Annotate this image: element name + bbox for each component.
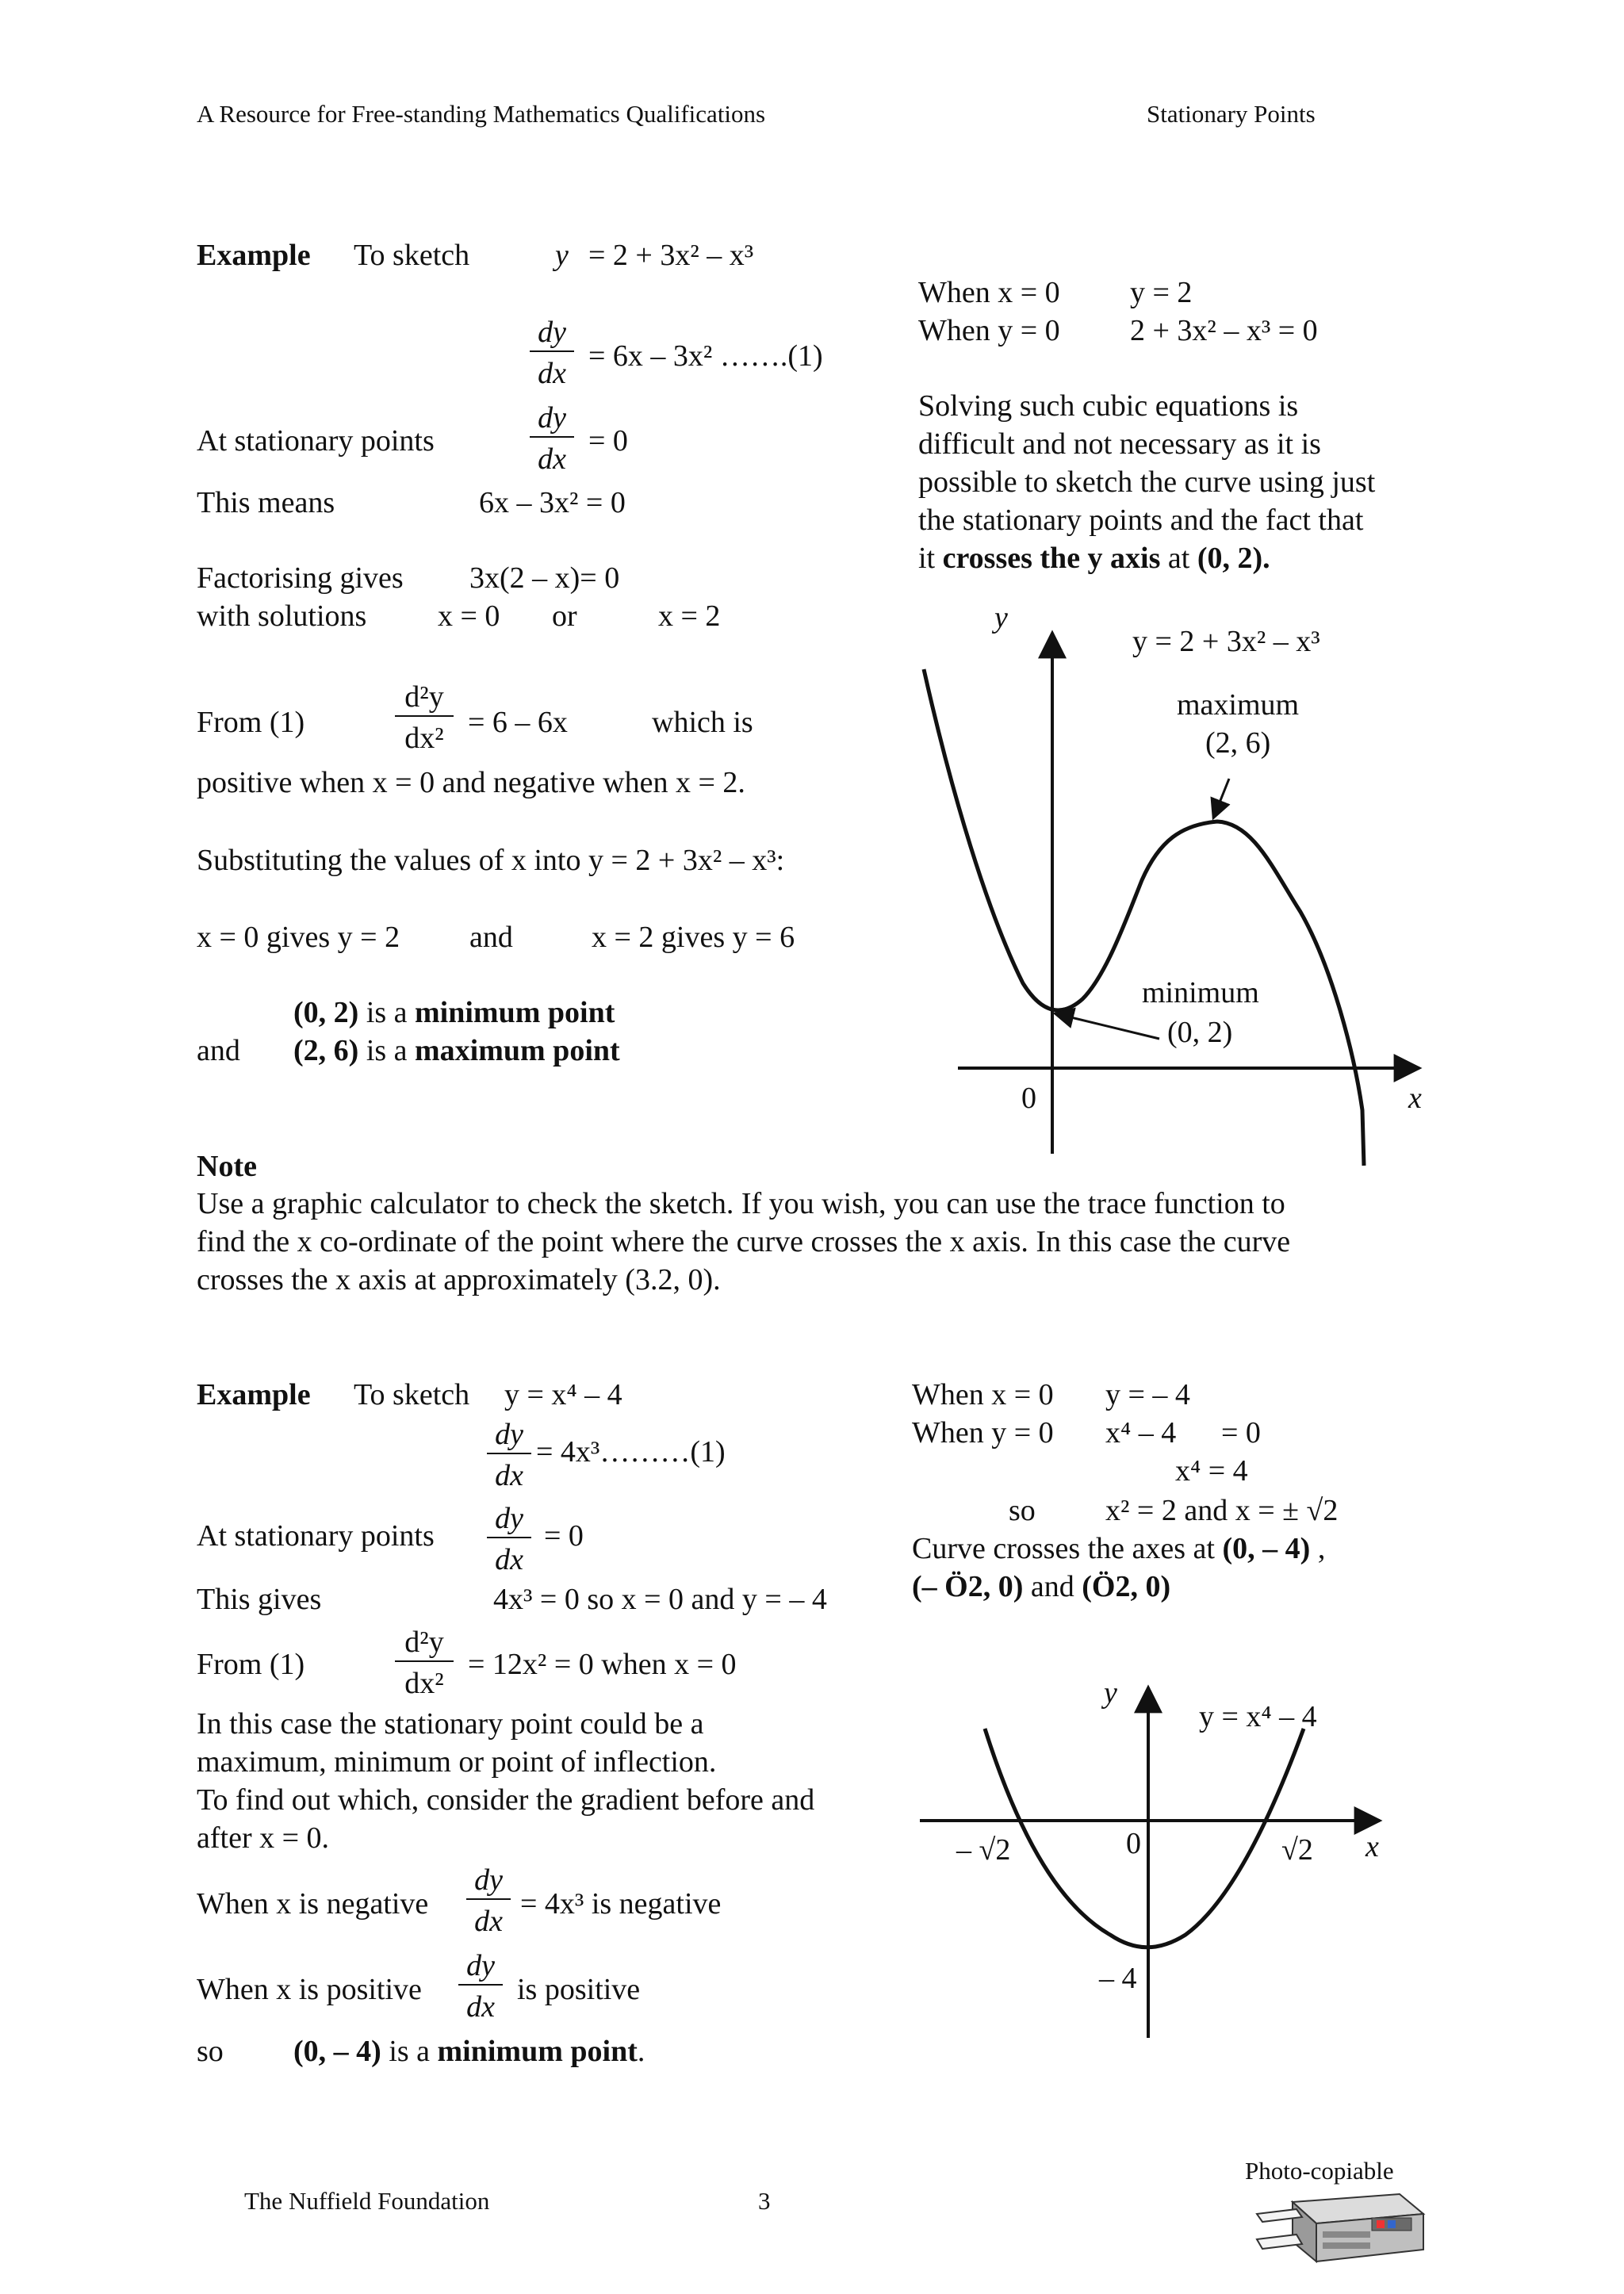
example1-positive-line: positive when x = 0 and negative when x = 2. [197,766,745,799]
example1-this-means-eq: 6x – 3x² = 0 [479,486,626,519]
graph1-curve-label: y = 2 + 3x² – x³ [1132,625,1320,658]
fraction-denominator: dx [538,442,566,476]
graph1-x-label: x [1408,1082,1422,1115]
graph2-pos-root: √2 [1281,1833,1313,1867]
example2-this-gives: This gives [197,1583,322,1616]
example1-solution-2: x = 2 [658,599,721,633]
example1-label: Example [197,239,311,272]
example2-d2y-rhs: = 12x² = 0 when x = 0 [468,1648,737,1681]
example2-derivative: = 4x³………(1) [536,1435,726,1469]
example2-neg-rhs: = 4x³ is negative [520,1887,722,1921]
crosses-point: (0, 2). [1197,542,1270,575]
header-title: A Resource for Free-standing Mathematics Qualifications [197,100,766,128]
paragraph-line: after x = 0. [197,1821,330,1855]
footer-page-number: 3 [758,2187,771,2215]
example1-gives-2: x = 2 gives y = 6 [592,921,795,954]
crosses-point-1: (0, – 4) [1222,1532,1311,1565]
paragraph-line: Use a graphic calculator to check the sketch. If you wish, you can use the trace function to [197,1187,1285,1220]
example2-when-neg: When x is negative [197,1887,429,1921]
example2-this-gives-eq: 4x³ = 0 so x = 0 and y = – 4 [493,1583,827,1616]
crosses-text: Curve crosses the axes at [912,1532,1215,1565]
example1-and: and [469,921,513,954]
graph1-min-coord: (0, 2) [1167,1016,1233,1049]
example1-right-when-x0: When x = 0 [918,276,1060,309]
example1-at-stationary: At stationary points [197,424,435,458]
graph2-x-label: x [1365,1830,1379,1863]
example2-at-stationary: At stationary points [197,1519,435,1553]
paragraph-line: In this case the stationary point could be a [197,1707,704,1741]
crosses-pre: it [918,542,936,575]
graph1-max-coord: (2, 6) [1205,726,1271,760]
graph2-curve [985,1729,1304,1947]
example1-which-is: which is [652,706,753,739]
min-coord: (0, 2) [293,996,359,1029]
paragraph-line: maximum, minimum or point of inflection. [197,1745,717,1779]
note-heading: Note [197,1150,257,1183]
example1-with-solutions: with solutions [197,599,367,633]
example2-right-eq3: x² = 2 and x = ± √2 [1105,1494,1339,1527]
crosses-point-2: (– Ö2, 0) [912,1570,1024,1603]
graph1-y-label: y [994,601,1008,634]
graph2-y-intercept: – 4 [1099,1962,1137,1995]
example1-to-sketch: To sketch [354,239,470,272]
fraction-denominator: dx [466,1990,495,2024]
example1-d2y-rhs: = 6 – 6x [468,706,568,739]
graph2-neg-root: – √2 [956,1833,1011,1867]
fraction-numerator: dy [538,401,566,435]
paragraph-line: crosses the x axis at approximately (3.2, 0). [197,1263,721,1296]
header-section: Stationary Points [1147,100,1316,128]
fraction-numerator: d²y [404,1626,444,1659]
example2-right-when-y0: When y = 0 [912,1416,1054,1450]
example2-right-so: so [1009,1494,1036,1527]
photocopier-icon [1253,2182,1435,2277]
fraction-numerator: dy [466,1949,495,1982]
min-term: minimum point [437,2035,638,2068]
example2-right-y: y = – 4 [1105,1378,1190,1411]
is-a: is a [366,1034,408,1067]
footer-photo-copiable: Photo-copiable [1245,2157,1394,2185]
footer-org: The Nuffield Foundation [244,2187,490,2215]
example2-pos-rhs: is positive [517,1973,641,2006]
example2-from-1: From (1) [197,1648,305,1681]
example1-right-when-y0: When y = 0 [918,314,1060,347]
fraction-numerator: dy [495,1418,523,1451]
paragraph-line: find the x co-ordinate of the point where the curve crosses the x axis. In this case the curve [197,1225,1291,1258]
example1-this-means: This means [197,486,335,519]
fraction-denominator: dx² [404,1667,444,1700]
fraction-numerator: dy [495,1502,523,1535]
example2-right-when-x0: When x = 0 [912,1378,1054,1411]
example1-gives-1: x = 0 gives y = 2 [197,921,400,954]
fraction-denominator: dx² [404,722,444,755]
paragraph-line: difficult and not necessary as it is [918,427,1321,461]
example2-right-eq1: x⁴ – 4 [1105,1416,1177,1450]
crosses-at: at [1167,542,1190,575]
example2-stationary-rhs: = 0 [544,1519,584,1553]
fraction-numerator: dy [538,316,566,349]
example1-eq-y: y [555,239,569,272]
max-term: maximum point [415,1034,620,1067]
fraction-denominator: dx [495,1459,523,1492]
example1-right-cubic: 2 + 3x² – x³ = 0 [1130,314,1318,347]
example1-substituting: Substituting the values of x into y = 2 + 3x² – x³: [197,844,785,877]
paragraph-line: possible to sketch the curve using just [918,465,1376,499]
example1-solution-1: x = 0 [438,599,500,633]
example1-stationary-rhs: = 0 [588,424,628,458]
graph1-max-label: maximum [1177,688,1300,722]
fraction-numerator: dy [474,1863,503,1897]
fraction-denominator: dx [538,357,566,390]
graph2-curve-label: y = x⁴ – 4 [1199,1700,1317,1733]
example2-so: so [197,2035,224,2068]
example1-from-1: From (1) [197,706,305,739]
graph2-origin: 0 [1126,1827,1141,1860]
period: . [637,2035,645,2068]
fraction-denominator: dx [474,1905,503,1938]
crosses-point-3: (Ö2, 0) [1082,1570,1171,1603]
example2-label: Example [197,1378,311,1411]
example1-or: or [552,599,577,633]
example1-factorising: Factorising gives [197,561,404,595]
paragraph-line: To find out which, consider the gradient before and [197,1783,815,1817]
example2-eq: y = x⁴ – 4 [504,1378,622,1411]
graph1-min-label: minimum [1142,976,1259,1009]
min-term: minimum point [415,996,615,1029]
graph1-origin: 0 [1021,1082,1036,1115]
and: and [1030,1570,1074,1603]
example1-derivative: = 6x – 3x² …….(1) [588,339,823,373]
crosses-bold: crosses the y axis [942,542,1161,575]
comma: , [1317,1532,1326,1565]
min-coord: (0, – 4) [293,2035,381,2068]
example1-factor-eq: 3x(2 – x)= 0 [469,561,620,595]
graph2-y-label: y [1104,1676,1117,1710]
max-coord: (2, 6) [293,1034,359,1067]
paragraph-line: the stationary points and the fact that [918,504,1364,537]
example2-right-eq1b: = 0 [1221,1416,1261,1450]
example2-right-eq2: x⁴ = 4 [1175,1454,1248,1488]
example2-when-pos: When x is positive [197,1973,422,2006]
example1-eq-rhs: = 2 + 3x² – x³ [588,239,754,272]
paragraph-line: Solving such cubic equations is [918,389,1299,423]
fraction-denominator: dx [495,1543,523,1576]
is-a: is a [366,996,408,1029]
fraction-numerator: d²y [404,680,444,714]
example1-right-y2: y = 2 [1130,276,1193,309]
example1-max-and: and [197,1034,240,1067]
example2-to-sketch: To sketch [354,1378,470,1411]
is-a: is a [389,2035,431,2068]
